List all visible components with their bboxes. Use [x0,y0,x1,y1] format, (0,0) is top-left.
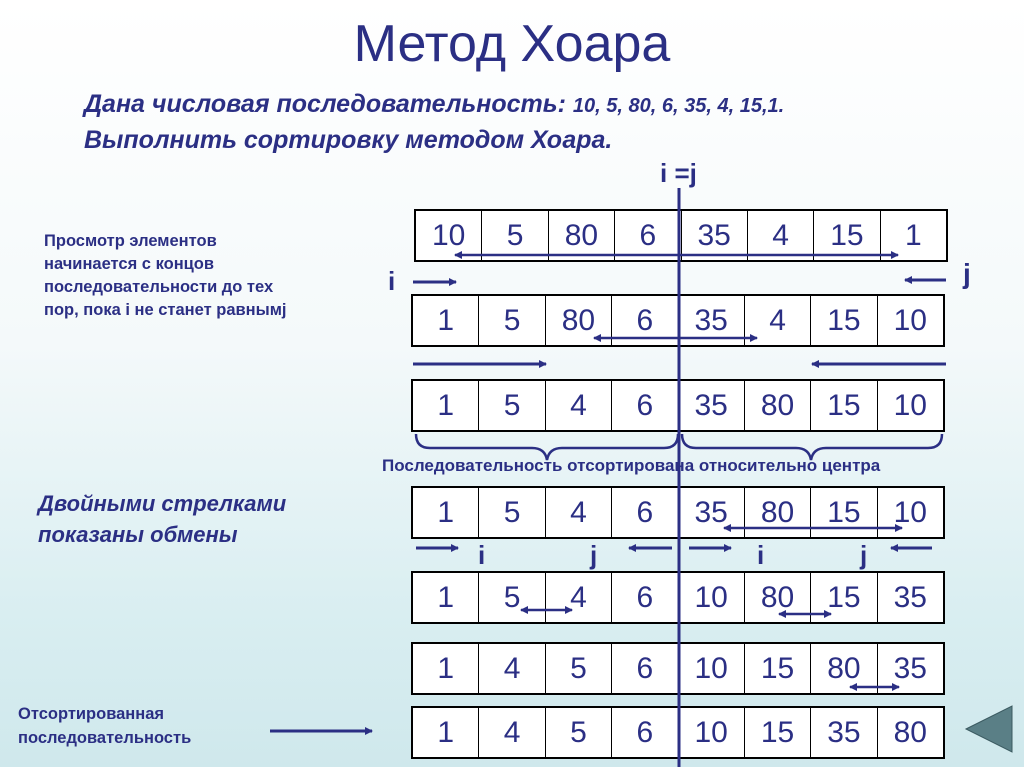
j-label-right: j [860,540,868,570]
sequence-cell: 6 [612,644,678,693]
sequence-cell: 80 [811,644,877,693]
sequence-cell: 35 [682,211,748,260]
sequence-cell: 6 [612,708,678,757]
sequence-cell: 10 [893,495,927,529]
sequence-cell: 10 [893,388,927,422]
sequence-cell: 1 [413,381,479,430]
task-prefix: Дана числовая последовательность: [84,90,573,118]
sequence-cell: 4 [546,381,612,430]
sequence-cell: 10 [893,303,927,337]
j-label-left: j [590,540,598,570]
sequence-cell: 15 [814,211,880,260]
sequence-cell: 80 [549,211,615,260]
sequence-cell: 5 [482,211,548,260]
sequence-cell: 10 [679,644,745,693]
sequence-cell: 5 [479,296,545,345]
sequence-cell: 1 [413,488,479,537]
sequence-cell: 35 [811,708,877,757]
sequence-cell: 5 [546,708,612,757]
sequence-cell: 15 [811,296,877,345]
sequence-cell: 35 [893,580,927,614]
sequence-cell: 15 [745,708,811,757]
i-label-left: i [478,540,486,570]
i-equals-j-label: i =j [660,158,697,188]
sequence-cell: 4 [546,488,612,537]
right-brace [682,434,942,460]
sequence-cell: 4 [748,211,814,260]
sequence-cell: 35 [893,651,927,685]
sorted-note: Отсортированная последовательность [18,705,192,747]
sequence-cell: 5 [479,381,545,430]
sequence-cell: 6 [612,488,678,537]
sequence-cell: 10 [679,708,745,757]
sequence-cell: 10 [416,211,482,260]
i-label-top: i [388,266,396,296]
sequence-cell: 35 [679,296,745,345]
sequence-cell: 1 [413,573,479,622]
sequence-cell: 10 [679,573,745,622]
sequence-cell: 4 [479,708,545,757]
sequence-cell: 6 [612,296,678,345]
sequence-cell: 15 [811,488,877,537]
sequence-cell: 6 [615,211,681,260]
scan-note: Просмотр элементов начинается с концов последовательности до тех пор, пока i не станет равнымj [44,232,287,319]
sequence-cell: 4 [745,296,811,345]
sequence-cell: 4 [546,573,612,622]
sequence-cell: 80 [745,381,811,430]
task-line-2: Выполнить сортировку методом Хоара. [84,126,613,154]
back-triangle-icon[interactable] [966,706,1012,752]
sequence-cell: 80 [546,296,612,345]
sequence-cell: 1 [413,708,479,757]
sequence-cell: 5 [546,644,612,693]
j-label-top: j [963,258,971,289]
sequence-cell: 6 [612,381,678,430]
sequence-cell: 15 [745,644,811,693]
left-brace [416,434,678,460]
sequence-cell: 15 [811,381,877,430]
sequence-cell: 15 [811,573,877,622]
center-sorted-label: Последовательность отсортирована относительно центра [382,456,881,475]
sequence-cell: 5 [479,488,545,537]
task-numbers: 10, 5, 80, 6, 35, 4, 15,1. [572,95,785,117]
sequence-cell: 6 [612,573,678,622]
sequence-cell: 35 [679,488,745,537]
sequence-cell: 1 [904,218,922,252]
sequence-cell: 35 [679,381,745,430]
sequence-cell: 80 [745,573,811,622]
page-title: Метод Хоара [353,15,671,73]
sequence-cell: 1 [413,644,479,693]
sequence-cell: 1 [413,296,479,345]
sequence-cell: 5 [479,573,545,622]
sequence-cell: 4 [479,644,545,693]
exchange-note: Двойными стрелками показаны обмены [38,491,287,547]
sequence-cell: 80 [745,488,811,537]
sequence-cell: 80 [893,715,927,749]
i-label-right: i [757,540,765,570]
